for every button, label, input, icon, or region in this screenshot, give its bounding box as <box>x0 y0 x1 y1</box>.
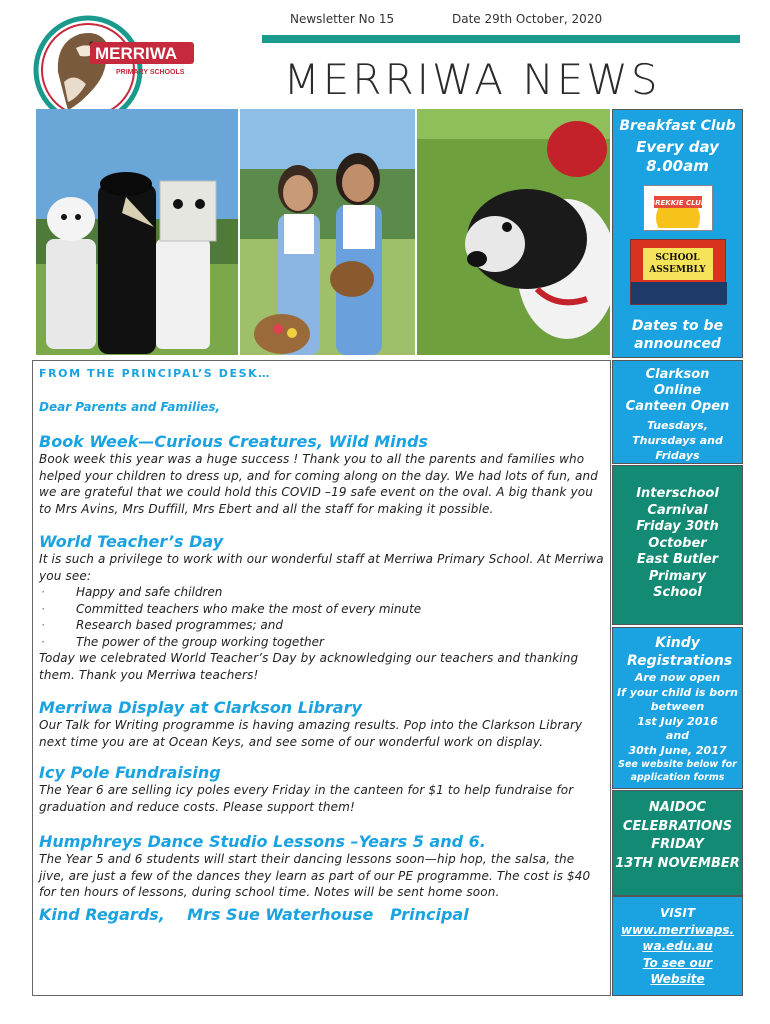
kindy-line: See website below for <box>618 759 737 770</box>
kindy-line: 30th June, 2017 <box>628 743 727 757</box>
kindy-line: application forms <box>630 772 725 783</box>
dance-lessons-heading: Humphreys Dance Studio Lessons –Years 5 and 6. <box>39 832 486 851</box>
carnival-line: Interschool <box>636 486 719 501</box>
carnival-panel <box>612 465 743 625</box>
logo-subtitle: PRIMARY SCHOOLS <box>116 69 185 76</box>
kindy-line: between <box>650 700 705 713</box>
website-link-text[interactable]: To see our <box>642 955 713 970</box>
kindy-line: and <box>665 729 690 742</box>
assembly-text-line2: ASSEMBLY <box>649 265 706 275</box>
salutation: Dear Parents and Families, <box>39 400 221 414</box>
carnival-line: October <box>648 535 707 551</box>
header-divider-bar <box>262 35 740 43</box>
newsletter-date: Date 29th October, 2020 <box>452 12 603 26</box>
breakfast-club-title: Breakfast Club <box>619 118 736 134</box>
school-assembly-graphic <box>630 239 726 305</box>
kindy-line: If your child is born <box>617 685 738 699</box>
icy-pole-heading: Icy Pole Fundraising <box>39 763 221 782</box>
website-link-cont[interactable]: wa.edu.au <box>642 939 713 953</box>
breakfast-club-panel <box>612 109 743 358</box>
carnival-line: Carnival <box>647 502 708 518</box>
book-week-heading: Book Week—Curious Creatures, Wild Minds <box>39 432 428 451</box>
list-item: · Committed teachers who make the most of every minute <box>39 601 604 618</box>
icy-pole-body: The Year 6 are selling icy poles every Friday in the canteen for $1 to help fundraise for graduation and reduce costs. Please support them! <box>39 783 574 814</box>
section-title: FROM THE PRINCIPAL’S DESK… <box>39 367 271 380</box>
carnival-line: Primary <box>648 568 707 584</box>
breakfast-club-time: 8.00am <box>646 157 709 175</box>
dance-lessons-body: The Year 5 and 6 students will start their dancing lessons soon—hip hop, the salsa, the jive, are just a few of the dances they learn as part of our PE programme. The cost is $40 for ten hours of lessons, during school time. Notes will be sent home soon. <box>39 852 591 899</box>
naidoc-line: FRIDAY <box>651 837 704 852</box>
assembly-text-line1: SCHOOL <box>655 253 700 263</box>
book-week-body: Book week this year was a huge success ! Thank you to all the parents and families who helped your children to dress up, and for coming along on the day. We had lots of fun, and we are grateful that we could hold this COVID –19 safe event on the oval. A big thank you to Mrs Avins, Mrs Duffill, Mrs Ebert and all the staff for making it possible. <box>39 452 598 516</box>
website-link-text-cont[interactable]: Website <box>650 972 705 986</box>
teachers-day-list <box>39 584 604 650</box>
naidoc-panel <box>612 790 743 896</box>
principals-desk-article <box>32 360 611 996</box>
photo-dog-costume <box>417 109 610 355</box>
teachers-day-intro: It is such a privilege to work with our wonderful staff at Merriwa Primary School. At Merriwa you see: <box>39 552 604 583</box>
photo-dorothy-costumes <box>240 109 415 355</box>
naidoc-line: CELEBRATIONS <box>622 818 733 834</box>
school-logo <box>28 12 198 124</box>
kindy-registrations-panel <box>612 627 743 789</box>
canteen-days: Tuesdays, Thursdays and Fridays <box>632 419 723 462</box>
photo-book-week-costumes <box>36 109 238 355</box>
carnival-line: Friday 30th <box>636 519 719 534</box>
naidoc-line: NAIDOC <box>648 800 707 815</box>
carnival-line: East Butler <box>636 552 719 567</box>
kindy-line: Are now open <box>634 671 721 684</box>
canteen-panel <box>612 360 743 464</box>
breakfast-club-days: Every day <box>636 138 719 156</box>
logo-name: MERRIWA <box>95 44 178 63</box>
kindy-line: 1st July 2016 <box>637 714 718 728</box>
library-display-heading: Merriwa Display at Clarkson Library <box>39 698 362 717</box>
visit-website-panel[interactable] <box>612 896 743 996</box>
newsletter-number: Newsletter No 15 <box>290 12 395 26</box>
teachers-day-heading: World Teacher’s Day <box>39 532 224 551</box>
list-item: · Research based programmes; and <box>39 617 604 634</box>
teachers-day-body: Today we celebrated World Teacher’s Day by acknowledging our teachers and thanking them. Thank you Merriwa teachers! <box>39 651 579 682</box>
visit-line: VISIT <box>659 906 696 920</box>
brekkie-logo-text: BREKKIE CLUB <box>649 199 706 207</box>
carnival-line: School <box>653 585 702 600</box>
list-item: · Happy and safe children <box>39 584 604 601</box>
kindy-title: Kindy Registrations <box>627 635 733 669</box>
naidoc-line: 13TH NOVEMBER <box>615 855 740 871</box>
list-item: · The power of the group working together <box>39 634 604 651</box>
website-link[interactable]: www.merriwaps. <box>620 922 735 937</box>
assembly-dates-note: Dates to be announced <box>631 318 724 352</box>
canteen-title: Clarkson Online Canteen Open <box>625 367 730 414</box>
library-display-body: Our Talk for Writing programme is having amazing results. Pop into the Clarkson Library next time you are at Ocean Keys, and see some of our wonderful work on display. <box>39 718 583 749</box>
brekkie-club-logo <box>643 185 713 231</box>
signoff: Kind Regards, Mrs Sue Waterhouse Principal <box>39 904 469 924</box>
masthead-title: MERRIWA NEWS <box>283 55 661 104</box>
